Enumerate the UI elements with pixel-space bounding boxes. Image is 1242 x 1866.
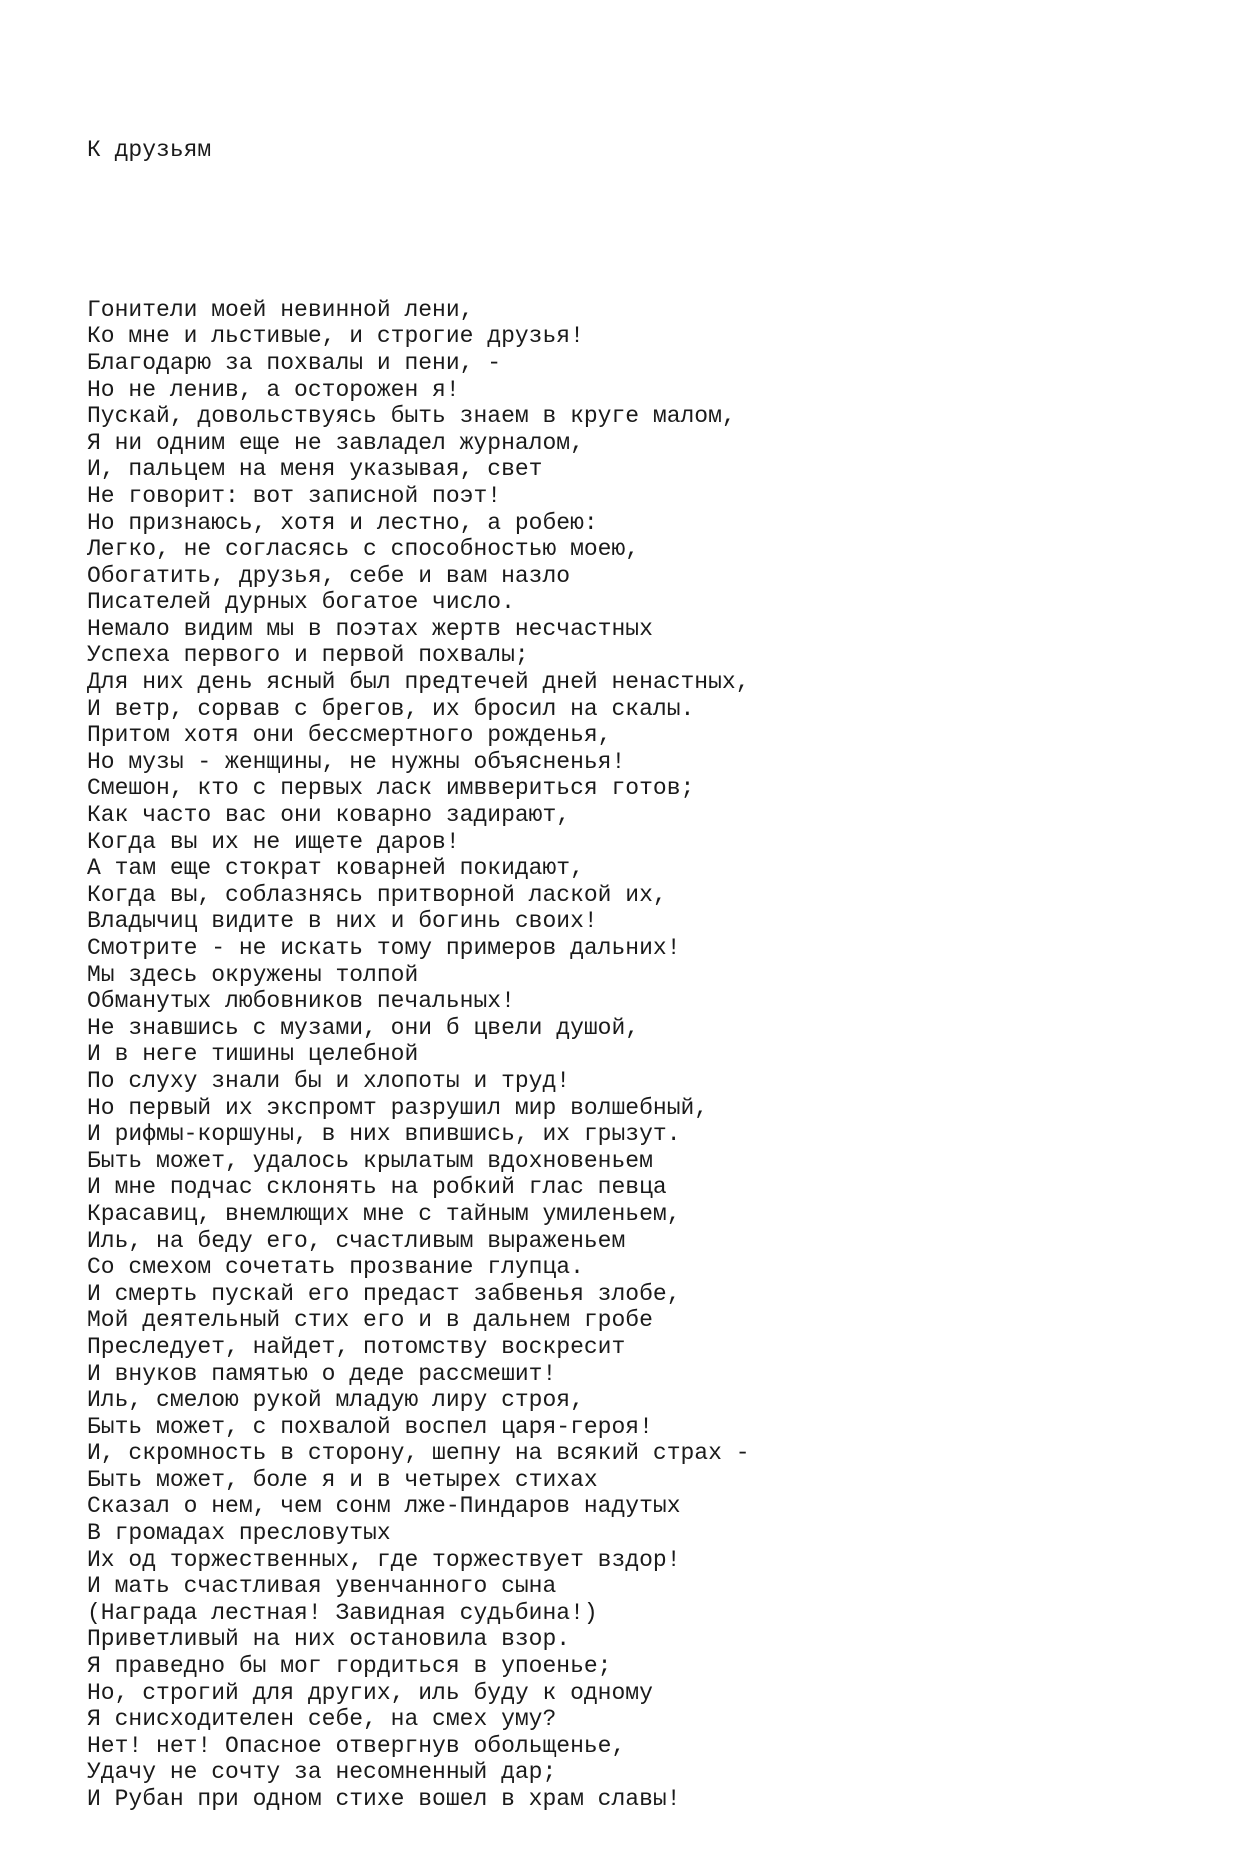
poem-line: Обогатить, друзья, себе и вам назло [87, 562, 571, 589]
poem-line: Иль, смелою рукой младую лиру строя, [87, 1387, 584, 1414]
poem-line: Но не ленив, а осторожен я! [87, 376, 460, 403]
poem-line: (Награда лестная! Завидная судьбина!) [87, 1599, 598, 1626]
poem-line: Когда вы, соблазнясь притворной лаской их, [87, 881, 667, 908]
poem-line: Немало видим мы в поэтах жертв несчастных [87, 615, 653, 642]
poem-line: И рифмы-коршуны, в них впившись, их грызут. [87, 1121, 681, 1148]
poem-line: И мне подчас склонять на робкий глас певца [87, 1174, 667, 1201]
poem-line: Я ни одним еще не завладел журналом, [87, 429, 584, 456]
poem-line: Но признаюсь, хотя и лестно, а робею: [87, 509, 598, 536]
poem-line: Но, строгий для других, иль буду к одному [87, 1679, 653, 1706]
title-spacer [87, 217, 750, 244]
poem-line: Успеха первого и первой похвалы; [87, 642, 529, 669]
poem-line: И, пальцем на меня указывая, свет [87, 456, 543, 483]
poem-line: Не говорит: вот записной поэт! [87, 482, 502, 509]
poem-line: Притом хотя они бессмертного рожденья, [87, 722, 612, 749]
poem-line: Нет! нет! Опасное отвергнув обольщенье, [87, 1732, 626, 1759]
poem-line: Быть может, боле я и в четырех стихах [87, 1466, 598, 1493]
poem-line: Со смехом сочетать прозвание глупца. [87, 1254, 584, 1281]
poem-line: И ветр, сорвав с брегов, их бросил на скалы. [87, 695, 695, 722]
poem-line: Благодарю за похвалы и пени, - [87, 349, 502, 376]
poem-line: Преследует, найдет, потомству воскресит [87, 1333, 626, 1360]
poem-line: Но музы - женщины, не нужны объясненья! [87, 748, 626, 775]
poem-line: Смешон, кто с первых ласк имввериться готов; [87, 775, 695, 802]
poem-line: Не знавшись с музами, они б цвели душой, [87, 1014, 640, 1041]
poem-line: Писателей дурных богатое число. [87, 589, 515, 616]
poem-line: Я праведно бы мог гордиться в упоенье; [87, 1653, 612, 1680]
poem-line: Быть может, удалось крылатым вдохновеньем [87, 1147, 653, 1174]
poem-line: Владычиц видите в них и богинь своих! [87, 908, 598, 935]
poem-line: Гонители моей невинной лени, [87, 296, 474, 323]
poem-line: В громадах пресловутых [87, 1520, 391, 1547]
poem-line: И мать счастливая увенчанного сына [87, 1573, 557, 1600]
poem-text [87, 84, 750, 1866]
poem-line: А там еще стократ коварней покидают, [87, 855, 584, 882]
poem-lines [87, 297, 750, 1813]
poem-line: Мой деятельный стих его и в дальнем гробе [87, 1307, 653, 1334]
poem-line: Но первый их экспромт разрушил мир волшебный, [87, 1094, 709, 1121]
poem-line: Обманутых любовников печальных! [87, 988, 515, 1015]
poem-line: Легко, не согласясь с способностью моею, [87, 536, 640, 563]
poem-line: По слуху знали бы и хлопоты и труд! [87, 1067, 571, 1094]
poem-line: Для них день ясный был предтечей дней ненастных, [87, 669, 750, 696]
poem-line: И внуков памятью о деде рассмешит! [87, 1360, 557, 1387]
poem-line: Ко мне и льстивые, и строгие друзья! [87, 323, 584, 350]
poem-line: Их од торжественных, где торжествует вздор! [87, 1546, 681, 1573]
poem-line: Мы здесь окружены толпой [87, 961, 419, 988]
poem-title: К друзьям [87, 137, 212, 164]
poem-line: Когда вы их не ищете даров! [87, 828, 460, 855]
poem-line: И Рубан при одном стихе вошел в храм славы! [87, 1786, 681, 1812]
poem-line: Смотрите - не искать тому примеров дальних! [87, 935, 681, 961]
poem-line: Пускай, довольствуясь быть знаем в круге малом, [87, 403, 736, 430]
poem-line: Красавиц, внемлющих мне с тайным умиленьем, [87, 1200, 681, 1227]
poem-line: Быть может, с похвалой воспел царя-героя! [87, 1413, 653, 1440]
poem-line: И смерть пускай его предаст забвенья злобе, [87, 1280, 681, 1307]
poem-line: Сказал о нем, чем сонм лже-Пиндаров надутых [87, 1493, 681, 1520]
poem-line: Приветливый на них остановила взор. [87, 1626, 571, 1653]
poem-line: Иль, на беду его, счастливым выраженьем [87, 1227, 626, 1254]
poem-line: И в неге тишины целебной [87, 1041, 419, 1068]
poem-line: Как часто вас они коварно задирают, [87, 802, 571, 829]
poem-line: Я снисходителен себе, на смех уму? [87, 1706, 557, 1733]
poem-line: И, скромность в сторону, шепну на всякий страх - [87, 1440, 750, 1467]
poem-line: Удачу не сочту за несомненный дар; [87, 1759, 557, 1786]
